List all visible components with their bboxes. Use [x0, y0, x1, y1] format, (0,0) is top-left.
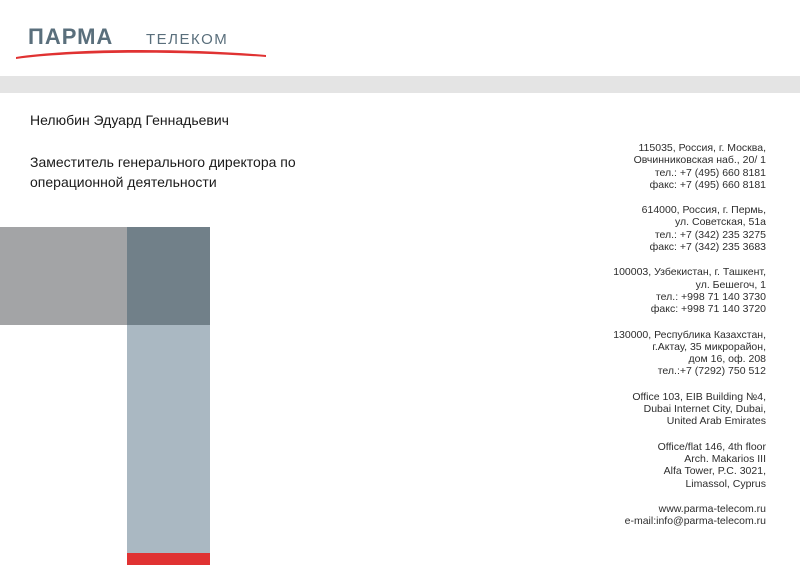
contact-line: ул. Советская, 51а [675, 216, 766, 229]
contact-line: Arch. Makarios III [684, 452, 766, 465]
person-name: Нелюбин Эдуард Геннадьевич [30, 112, 229, 128]
decor-block-gray [0, 227, 127, 325]
website-link[interactable]: www.parma-telecom.ru [658, 502, 766, 515]
logo-swoosh [16, 50, 266, 59]
logo-name-suffix: ТЕЛЕКОМ [146, 31, 229, 48]
contact-line: 614000, Россия, г. Пермь, [641, 204, 766, 217]
contact-line: тел.: +7 (495) 660 8181 [654, 166, 766, 179]
logo-name: ПАРМА [28, 26, 114, 49]
contact-line: Dubai Internet City, Dubai, [643, 403, 766, 416]
contact-line: Limassol, Cyprus [685, 477, 766, 490]
contact-line: тел.: +998 71 140 3730 [655, 290, 766, 303]
contact-line: 100003, Узбекистан, г. Ташкент, [613, 266, 766, 279]
contact-web [466, 503, 766, 528]
contact-line: факс: +998 71 140 3720 [650, 303, 766, 316]
contact-aktau [466, 329, 766, 378]
decor-block-red [127, 553, 210, 565]
header [0, 0, 800, 76]
contact-perm [466, 204, 766, 253]
contact-line: Office/flat 146, 4th floor [657, 440, 766, 453]
contact-line: факс: +7 (342) 235 3683 [649, 241, 766, 254]
email-link[interactable]: e-mail:info@parma-telecom.ru [624, 515, 766, 528]
contact-line: ул. Бешегоч, 1 [695, 278, 766, 291]
parma-telecom-logo [14, 26, 270, 60]
contact-line: тел.:+7 (7292) 750 512 [657, 365, 766, 378]
person-title-line: Заместитель генерального директора по [30, 154, 296, 170]
contact-dubai [466, 391, 766, 428]
contact-line: тел.: +7 (342) 235 3275 [654, 228, 766, 241]
contact-limassol [466, 441, 766, 490]
contact-line: 130000, Республика Казахстан, [613, 328, 766, 341]
contact-line: United Arab Emirates [666, 415, 766, 428]
contacts-column [466, 142, 766, 540]
contact-line: Alfa Tower, P.C. 3021, [663, 465, 766, 478]
contact-moscow [466, 142, 766, 191]
contact-line: 115035, Россия, г. Москва, [638, 142, 766, 154]
contact-line: г.Актау, 35 микрорайон, [652, 340, 766, 353]
person-title [30, 152, 390, 192]
decor-block-slate [127, 227, 210, 325]
contact-line: Овчинниковская наб., 20/ 1 [633, 154, 766, 167]
contact-line: Office 103, EIB Building №4, [632, 390, 766, 403]
contact-tashkent [466, 266, 766, 315]
decor-block-blue [127, 325, 210, 553]
contact-line: факс: +7 (495) 660 8181 [649, 178, 766, 191]
contact-line: дом 16, оф. 208 [688, 353, 766, 366]
person-title-line: операционной деятельности [30, 174, 217, 190]
header-band [0, 76, 800, 93]
